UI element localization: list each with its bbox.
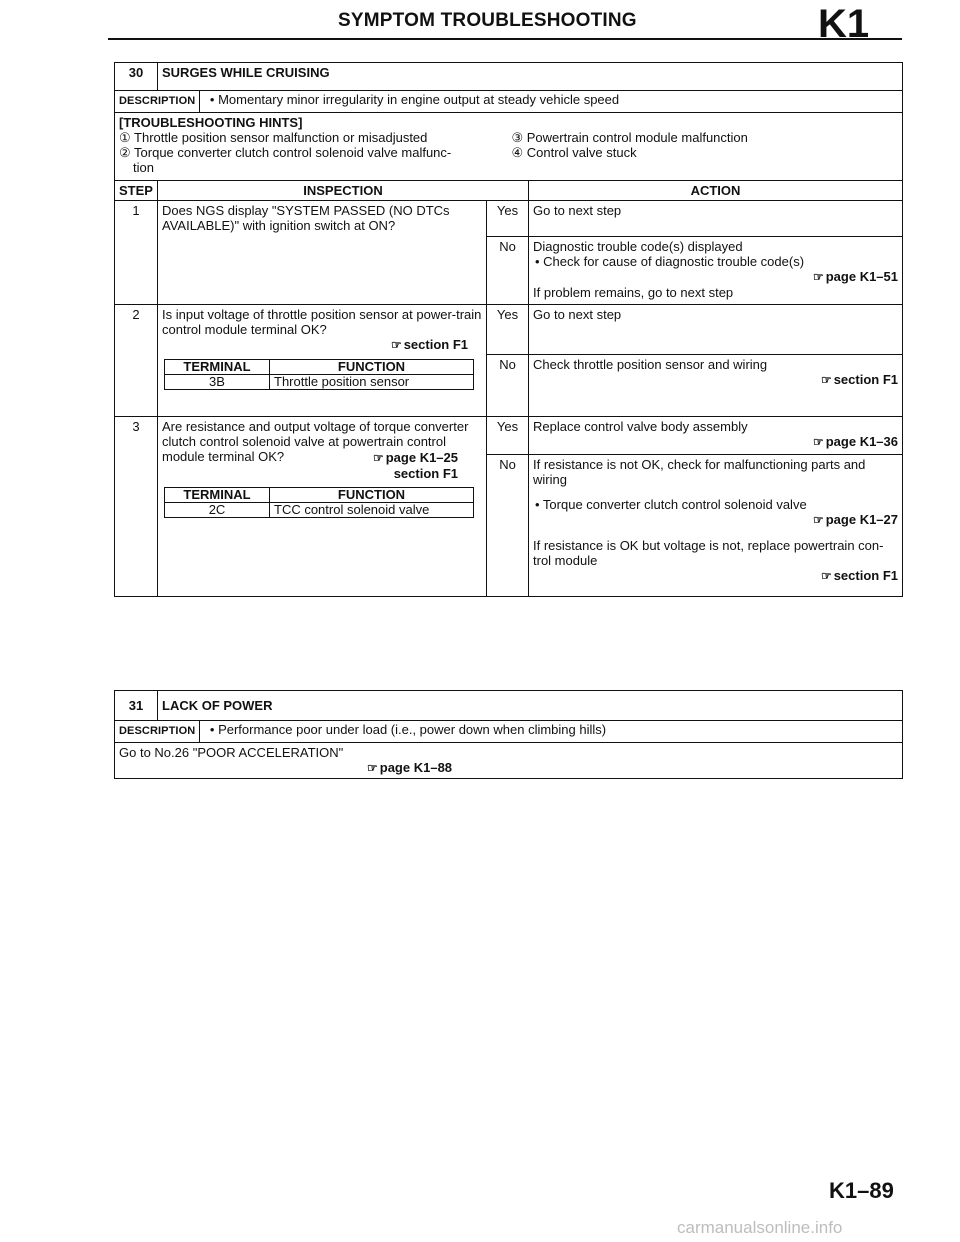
terminal-header: TERMINAL bbox=[165, 488, 270, 503]
watermark: carmanualsonline.info bbox=[677, 1218, 843, 1237]
hint-1: ① Throttle position sensor malfunction or misadjusted bbox=[119, 130, 428, 145]
no-action bbox=[529, 237, 903, 305]
header-rule bbox=[108, 38, 902, 40]
page-title: SYMPTOM TROUBLESHOOTING bbox=[338, 10, 637, 31]
page-reference: ☞ page K1–25 bbox=[372, 450, 458, 465]
action-line: Check throttle position sensor and wiring bbox=[533, 357, 768, 372]
description-text: • Performance poor under load (i.e., power down when climbing hills) bbox=[209, 722, 607, 737]
function-header: FUNCTION bbox=[270, 360, 474, 375]
yes-action: Go to next step bbox=[529, 305, 903, 355]
reference-hand-icon: ☞ bbox=[812, 435, 824, 449]
reference-hand-icon: ☞ bbox=[820, 569, 832, 583]
no-action bbox=[529, 455, 903, 597]
hint-4: ④ Control valve stuck bbox=[511, 145, 637, 160]
step-inspection bbox=[158, 417, 487, 597]
no-action bbox=[529, 355, 903, 417]
description-label: DESCRIPTION bbox=[115, 721, 200, 742]
page-reference: ☞ page K1–88 bbox=[367, 760, 453, 775]
reference-hand-icon: ☞ bbox=[820, 373, 832, 387]
step-number: 2 bbox=[115, 305, 158, 417]
action-bullet: • Check for cause of diagnostic trouble code(s) bbox=[535, 254, 805, 269]
terminal-value: 2C bbox=[165, 503, 270, 518]
hint-2-cont: tion bbox=[133, 160, 154, 175]
action-line: Replace control valve body assembly bbox=[533, 419, 748, 434]
column-step: STEP bbox=[115, 181, 158, 201]
function-value: Throttle position sensor bbox=[270, 375, 474, 390]
symptom-31-table bbox=[114, 690, 903, 779]
yes-action bbox=[529, 417, 903, 455]
page-reference: ☞ page K1–27 bbox=[812, 512, 898, 527]
symptom-30-table bbox=[114, 62, 903, 597]
function-value: TCC control solenoid valve bbox=[270, 503, 474, 518]
section-reference: section F1 bbox=[393, 466, 458, 481]
hint-3: ③ Powertrain control module malfunction bbox=[511, 130, 748, 145]
reference-hand-icon: ☞ bbox=[390, 338, 402, 352]
action-line: If resistance is OK but voltage is not, replace powertrain con-trol module bbox=[533, 538, 884, 568]
hint-2: ② Torque converter clutch control solenoid valve malfunc- bbox=[119, 145, 452, 160]
yes-label: Yes bbox=[487, 417, 529, 455]
symptom-title: LACK OF POWER bbox=[158, 691, 903, 721]
action-line: If resistance is not OK, check for malfunctioning parts and wiring bbox=[533, 457, 866, 487]
reference-hand-icon: ☞ bbox=[812, 270, 824, 284]
terminal-table bbox=[164, 487, 474, 518]
reference-hand-icon: ☞ bbox=[367, 761, 378, 775]
symptom-number: 30 bbox=[115, 63, 158, 91]
hints-title: [TROUBLESHOOTING HINTS] bbox=[119, 115, 303, 130]
section-reference: ☞ section F1 bbox=[820, 568, 898, 583]
terminal-value: 3B bbox=[165, 375, 270, 390]
page-reference: ☞ page K1–51 bbox=[812, 269, 898, 284]
troubleshooting-hints bbox=[115, 113, 903, 181]
body-text: Go to No.26 "POOR ACCELERATION" bbox=[119, 745, 344, 760]
function-header: FUNCTION bbox=[270, 488, 474, 503]
column-inspection: INSPECTION bbox=[158, 181, 529, 201]
description-label: DESCRIPTION bbox=[115, 91, 200, 112]
inspection-text: Are resistance and output voltage of torque converter clutch control solenoid valve at powertrain control module terminal OK? bbox=[162, 419, 469, 464]
step-inspection bbox=[158, 305, 487, 417]
symptom-title: SURGES WHILE CRUISING bbox=[158, 63, 903, 91]
no-label: No bbox=[487, 355, 529, 417]
section-reference: ☞ section F1 bbox=[390, 337, 468, 352]
symptom-number: 31 bbox=[115, 691, 158, 721]
action-line: Diagnostic trouble code(s) displayed bbox=[533, 239, 743, 254]
description-text: • Momentary minor irregularity in engine output at steady vehicle speed bbox=[209, 92, 620, 107]
reference-hand-icon: ☞ bbox=[812, 513, 824, 527]
step-inspection: Does NGS display "SYSTEM PASSED (NO DTCs AVAILABLE)" with ignition switch at ON? bbox=[158, 201, 487, 305]
page-reference: ☞ page K1–36 bbox=[812, 434, 898, 449]
section-code: K1 bbox=[818, 2, 870, 46]
no-label: No bbox=[487, 455, 529, 597]
reference-hand-icon: ☞ bbox=[372, 451, 384, 465]
yes-action: Go to next step bbox=[529, 201, 903, 237]
symptom-body bbox=[115, 743, 903, 779]
yes-label: Yes bbox=[487, 305, 529, 355]
no-label: No bbox=[487, 237, 529, 305]
step-number: 3 bbox=[115, 417, 158, 597]
page-number: K1–89 bbox=[829, 1178, 894, 1203]
action-line: If problem remains, go to next step bbox=[533, 285, 734, 300]
terminal-header: TERMINAL bbox=[165, 360, 270, 375]
yes-label: Yes bbox=[487, 201, 529, 237]
column-action: ACTION bbox=[529, 181, 903, 201]
section-reference: ☞ section F1 bbox=[820, 372, 898, 387]
terminal-table bbox=[164, 359, 474, 390]
inspection-text: Is input voltage of throttle position sensor at power-train control module terminal OK? bbox=[162, 307, 482, 337]
step-number: 1 bbox=[115, 201, 158, 305]
action-bullet: • Torque converter clutch control solenoid valve bbox=[535, 497, 807, 512]
